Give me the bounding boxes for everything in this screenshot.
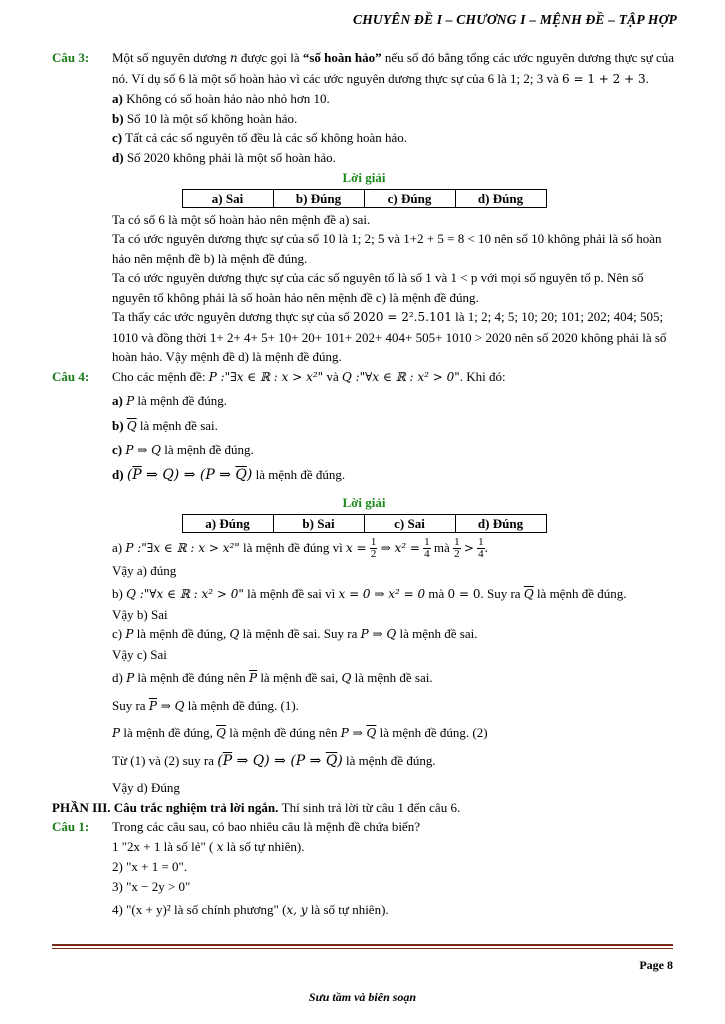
question-body [112, 367, 676, 486]
option-c: c) P ⇒ Q là mệnh đề đúng. [112, 442, 254, 457]
footer-credit: Sưu tầm và biên soạn [308, 990, 417, 1004]
footer-divider [52, 944, 673, 946]
answer-cell: b) Sai [273, 514, 364, 532]
page-content [52, 48, 676, 921]
answer-cell: b) Đúng [273, 189, 364, 207]
question-label: Câu 1: [52, 819, 90, 834]
answer-cell: c) Đúng [364, 189, 455, 207]
answer-cell: d) Đúng [455, 514, 546, 532]
question-body: Trong các câu sau, có bao nhiêu câu là mệnh đề chứa biến? 1 "2x + 1 là số lẻ" ( x là số tự nhiên). 2) "x + 1 = 0". 3) "x − 2y > 0" 4) "(x + y)² là số chính phương" (x, y là số tự nhiên). [112, 819, 420, 917]
footer-divider [52, 948, 673, 949]
answer-table [182, 514, 547, 533]
solution-body: a) P :"∃x ∈ ℝ : x > x²" là mệnh đề đúng vì x = $\frac{1}{2}$ ⇒ x² = $\frac{1}{4}$ mà $\frac{1}{2}$ > $\frac{1}{4}$ . Vậy a) đúng b) Q :"∀x ∈ ℝ : x² > 0" là mệnh đề sai vì x = 0 ⇒ x² = 0 mà 0 = 0. Suy ra $\overline{Q}$ là mệnh đề đúng. Vậy b) Sai c) P là mệnh đề đúng, Q là mệnh đề sai. Suy ra P ⇒ Q là mệnh đề sai. Vậy c) Sai d) P là mệnh đề đúng nên $\overline{P}$ là mệnh đề sai, Q là mệnh đề sai. Suy ra $\overline{P}$ ⇒ Q là mệnh đề đúng. (1). P là mệnh đề đúng, $\overline{Q}$ là mệnh đề đúng nên P ⇒ $\overline{Q}$ là mệnh đề đúng. (2) Từ (1) và (2) suy ra ($\overline{P}$ ⇒ Q) ⇒ (P ⇒ $\overline{Q}$) là mệnh đề đúng. Vậy d) Đúng [112, 536, 627, 795]
answer-table [182, 189, 547, 208]
section-heading: PHẦN III. Câu trắc nghiệm trả lời ngắn. Thí sinh trả lời từ câu 1 đến câu 6. [52, 799, 461, 815]
option-d: d) ($\overline{P}$ ⇒ Q) ⇒ (P ⇒ $\overline{Q}$) là mệnh đề đúng. [112, 466, 346, 483]
option-a: a) P là mệnh đề đúng. [112, 393, 227, 408]
answer-cell: c) Sai [364, 514, 455, 532]
question-label: Câu 3: [52, 50, 90, 65]
question-4 [52, 367, 676, 486]
solution-title: Lời giải [342, 170, 386, 185]
answer-cell: a) Sai [182, 189, 273, 207]
question-intro: Cho các mệnh đề: P :"∃x ∈ ℝ : x > x²" và Q :"∀x ∈ ℝ : x² > 0". Khi đó: [112, 368, 506, 384]
page-header: CHUYÊN ĐỀ I – CHƯƠNG I – MỆNH ĐỀ – TẬP HỢP [352, 12, 677, 27]
page-number: Page 8 [639, 958, 673, 972]
question-body [112, 48, 676, 167]
question-label: Câu 4: [52, 368, 90, 384]
option-d: d) Số 2020 không phải là một số hoàn hảo. [112, 149, 336, 165]
solution-title: Lời giải [342, 495, 386, 510]
question-intro: Một số nguyên dương n được gọi là “số hoàn hảo” nếu số đó bằng tổng các ước nguyên dương thực sự của nó. Ví dụ số 6 là một số hoàn hảo vì các ước nguyên dương thực sự của 6 là 1; 2; 3 và 6 = 1 + 2 + 3. [112, 50, 675, 86]
answer-cell: d) Đúng [455, 189, 546, 207]
question-3 [52, 48, 676, 167]
option-a: a) Không có số hoàn hảo nào nhỏ hơn 10. [112, 91, 330, 106]
answer-cell: a) Đúng [182, 514, 273, 532]
solution-body: Ta có số 6 là một số hoàn hảo nên mệnh đề a) sai. Ta có ước nguyên dương thực sự của số 10 là 1; 2; 5 và 1+2 + 5 = 8 < 10 nên số 10 không phải là số hoàn hảo nên mệnh đề b) là mệnh đề đúng. Ta có ước nguyên dương thực sự của các số nguyên tố là số 1 và 1 < p với mọi số nguyên tố p. Nên số nguyên tố không phải là số hoàn hảo nên mệnh đề c) là mệnh đề đúng. Ta thấy các ước nguyên dương thực sự của số 2020 = 2².5.101 là 1; 2; 4; 5; 10; 20; 101; 202; 404; 505; 1010 và đồng thời 1+ 2+ 4+ 5+ 10+ 20+ 101+ 202+ 404+ 505+ 1010 > 2020 nên số 2020 không phải là số hoàn hảo. Vậy mệnh đề d) là mệnh đề đúng. [112, 211, 667, 364]
option-b: b) Số 10 là một số không hoàn hảo. [112, 110, 298, 126]
option-b: b) $\overline{Q}$ là mệnh đề sai. [112, 417, 218, 433]
question-1 [52, 817, 676, 921]
option-c: c) Tất cả các số nguyên tố đều là các số không hoàn hảo. [112, 130, 408, 145]
